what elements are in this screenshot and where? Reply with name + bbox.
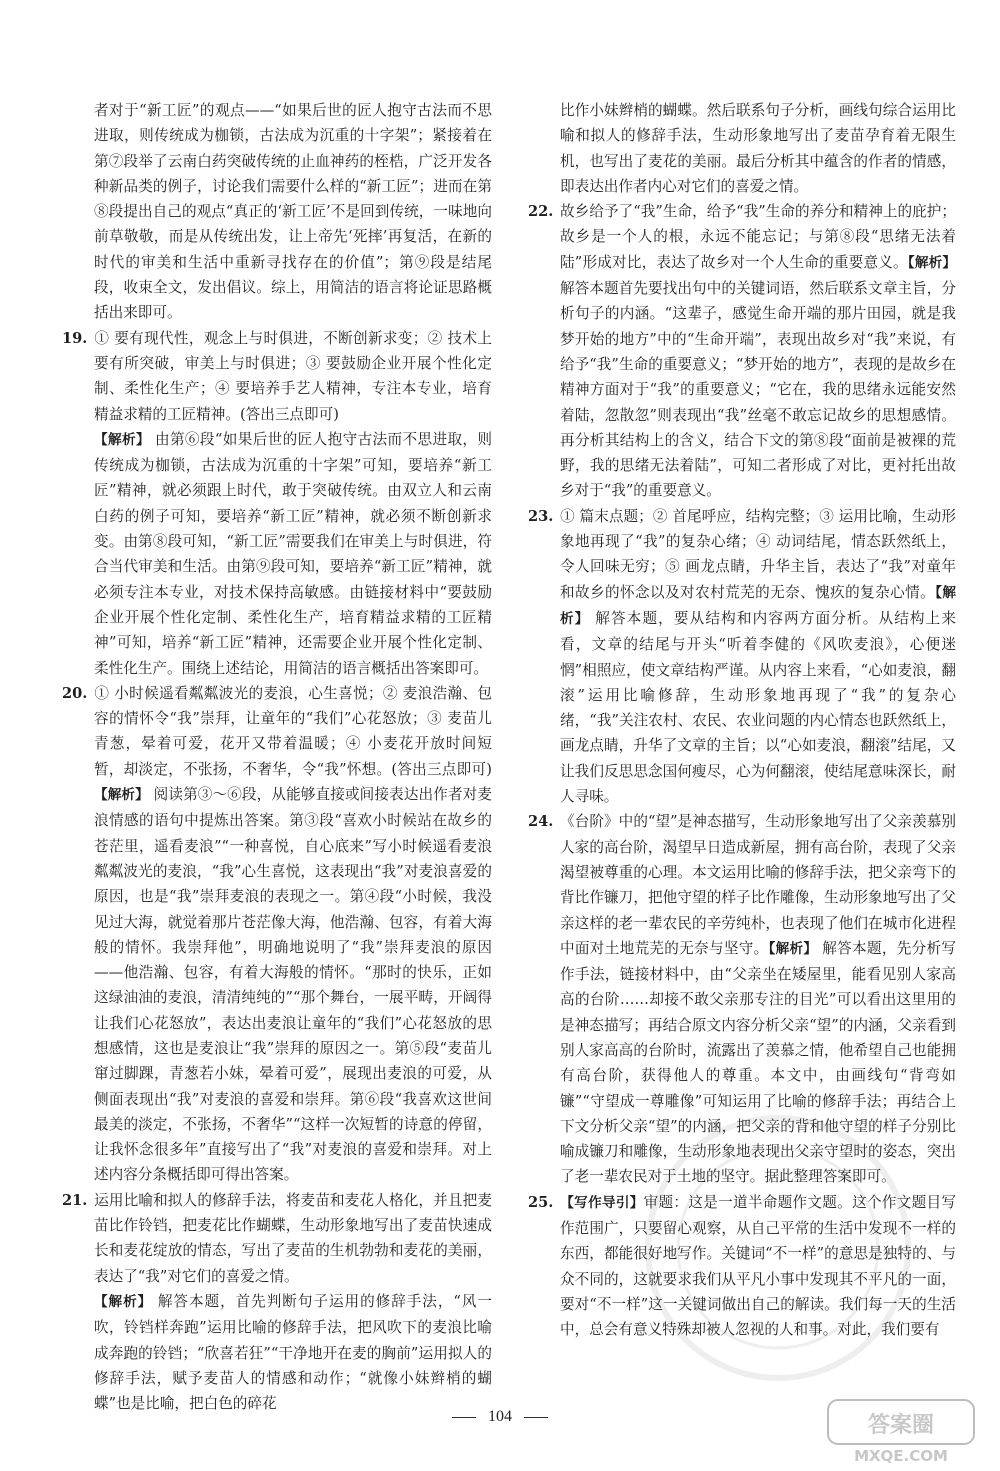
analysis-text: 阅读第③～⑥段，从能够直接或间接表达出作者对麦浪情感的语句中提炼出答案。第③段“喜欢小时候站在故乡的苍茫里，遥看麦浪”“一种喜悦，自心底来”写小时候遥看麦浪粼粼波光的麦浪，“我”心生喜悦，这表现出“我”对麦浪喜爱的原因，也是“我”崇拜麦浪的表现之一。第④段“小时候，我没见过大海，就觉着那片苍茫像大海，他浩瀚、包容，有着大海般的情怀。我崇拜他”，明确地说明了“我”崇拜麦浪的原因——他浩瀚、包容，有着大海般的情怀。“那时的快乐，正如这绿油油的麦浪，清清纯纯的”“那个舞台，一展平畴，开阔得让我们心花怒放”，表达出麦浪让童年的“我们”心花怒放的思想感情，这也是麦浪让“我”崇拜的原因之一。第⑤段“麦苗儿窜过脚踝，青葱若小妹，晕着可爱”，展现出麦浪的可爱，从侧面表现出“我”对麦浪的喜爱和崇拜。第⑥段“我喜欢这世间最美的淡定，不张扬，不奢华”“这样一次短暂的诗意的停留，让我怀念很多年”直接写出了“我”对麦浪的喜爱和崇拜。对上述内容分条概括即可得出答案。 bbox=[94, 786, 492, 1184]
writing-guide-tag: 【写作导引】 bbox=[560, 1194, 644, 1211]
analysis-text: 解答本题，要从结构和内容两方面分析。从结构上来看，文章的结尾与开头“听着李健的《风吹麦浪》，心便迷惘”相照应，使文章结构严谨。从内容上来看，“心如麦浪，翻滚”运用比喻修辞，生动形象地再现了“我”的复杂心绪，“我”关注农村、农民、农业问题的内心情态也跃然纸上，画龙点睛，升华了文章的主旨；以“心如麦浪，翻滚”结尾，又让我们反思思念国何瘦尽，心为何翻滚，使结尾意味深长，耐人寻味。 bbox=[560, 609, 956, 806]
answer-text: ① 小时候遥看粼粼波光的麦浪，心生喜悦；② 麦浪浩瀚、包容的情怀令“我”崇拜，让童年的“我们”心花怒放；③ 麦苗儿青葱，晕着可爱，花开又带着温暖；④ 小麦花开放时间短暂，却淡定，不张扬，不奢华，令“我”怀想。(答出三点即可) bbox=[94, 684, 492, 778]
answer-21 bbox=[62, 1188, 492, 1289]
analysis-tag: 【解析】 bbox=[907, 254, 956, 271]
analysis-text: 解答本题首先要找出句中的关键词语，然后联系文章主旨，分析句子的内涵。“这辈子，感觉生命开端的那片田园，就是我梦开始的地方”中的“生命开端”，表现出故乡对“我”来说，有给予“我”生命的重要意义；“梦开始的地方”，表现的是故乡在精神方面对于“我”的重要意义；“它在，我的思绪永远能安然着陆，忽散忽”则表现出“我”丝毫不敢忘记故乡的思想感情。再分析其结构上的含义，结合下文的第⑧段“面前是被裸的荒野，我的思绪无法着陆”，可知二者形成了对比，更衬托出故乡对于“我”的重要意义。 bbox=[560, 280, 956, 500]
answer-text: 运用比喻和拟人的修辞手法，将麦苗和麦花人格化，并且把麦苗比作铃铛，把麦花比作蝴蝶，生动形象地写出了麦苗快速成长和麦花绽放的情态，写出了麦苗的生机勃勃和麦花的美丽，表达了“我”对它们的喜爱之情。 bbox=[94, 1191, 492, 1285]
svg-text:答案圈: 答案圈 bbox=[867, 1413, 935, 1438]
left-column bbox=[62, 98, 492, 1416]
answer-23 bbox=[528, 504, 956, 810]
question-number: 21. bbox=[62, 1191, 88, 1209]
answer-24 bbox=[528, 809, 956, 1189]
question-number: 20. bbox=[62, 684, 88, 702]
analysis-text: 解答本题，首先判断句子运用的修辞手法，“风一吹，铃铛样奔跑”运用比喻的修辞手法，把风吹下的麦浪比喻成奔跑的铃铛；“欣喜若狂”“干净地开在麦的胸前”运用拟人的修辞手法，赋予麦苗人的情感和动作；“就像小妹辫梢的蝴蝶”也是比喻，把白色的碎花 bbox=[94, 1292, 492, 1413]
writing-guide-text: 审题：这是一道半命题作文题。这个作文题目写作范围广，只要留心观察，从自己平常的生活中发现不一样的东西，都能很好地写作。关键词“不一样”的意思是独特的、与众不同的，这就要求我们从平凡小事中发现其不平凡的一面，要对“不一样”这一关键词做出自己的解读。我们每一天的生活中，总会有意义特殊却被人忽视的人和事。对此，我们要有 bbox=[560, 1193, 956, 1339]
q18-analysis-continuation: 者对于“新工匠”的观点——“如果后世的匠人抱守古法而不思进取，则传统成为枷锁，古法成为沉重的十字架”；紧接着在第⑦段举了云南白药突破传统的止血神药的桎梏，广泛开发各种新品类的例子，讨论我们需要什么样的“新工匠”；进而在第⑧段提出自己的观点“真正的‘新工匠’不是回到传统，一味地向前草敬敬，而是从传统出发，让上帝先‘死摔’再复活，在新的时代的审美和生活中重新寻找存在的价值”；第⑨段是结尾段，收束全文，发出倡议。综上，用简洁的语言将论证思路概括出来即可。 bbox=[94, 102, 492, 322]
question-number: 22. bbox=[528, 203, 554, 221]
footer-dash-right bbox=[524, 1417, 548, 1418]
page-number: 104 bbox=[488, 1408, 512, 1425]
q21-analysis-continuation: 比作小妹辫梢的蝴蝶。然后联系句子分析，画线句综合运用比喻和拟人的修辞手法，生动形象地写出了麦苗孕育着无限生机，也写出了麦花的美丽。最后分析其中蕴含的作者的情感，即表达出作者内心对它们的喜爱之情。 bbox=[560, 102, 956, 195]
answer-22 bbox=[528, 199, 956, 504]
analysis-21 bbox=[62, 1289, 492, 1416]
answer-text: 故乡给予了“我”生命，给予“我”生命的养分和精神上的庇护；故乡是一个人的根，永远不能忘记；与第⑧段“思绪无法着陆”形成对比，表达了故乡对一个人生命的重要意义。 bbox=[560, 203, 956, 271]
question-number: 19. bbox=[62, 329, 88, 347]
answer-text: 《台阶》中的“望”是神态描写，生动形象地写出了父亲羡慕别人家的高台阶，渴望早日造成新屋，拥有高台阶，表现了父亲渴望被尊重的心理。本文运用比喻的修辞手法，把父亲弯下的背比作镰刀，把他守望的样子比作雕像，生动形象地写出了父亲这样的老一辈农民的辛劳纯朴，也表现了他们在城市化进程中面对土地荒芜的无奈与坚守。 bbox=[560, 813, 956, 957]
analysis-tag: 【解析】 bbox=[94, 787, 149, 804]
analysis-text: 由第⑥段“如果后世的匠人抱守古法而不思进取，则传统成为枷锁，古法成为沉重的十字架”可知，要培养“新工匠”精神，就必须跟上时代，敢于突破传统。由双立人和云南白药的例子可知，要培养“新工匠”精神，就必须不断创新求变。由第⑧段可知，“新工匠”需要我们在审美上与时俱进，符合当代审美和生活。由第⑨段可知，要培养“新工匠”精神，就必须专注本专业，对技术保持高敏感。由链接材料中“要鼓励企业开展个性化定制、柔性化生产，培育精益求精的工匠精神”可知，培养“新工匠”精神，还需要企业开展个性化定制、柔性化生产。围绕上述结论，用简洁的语言概括出答案即可。 bbox=[94, 430, 493, 677]
answer-25 bbox=[528, 1190, 956, 1343]
question-number: 25. bbox=[528, 1193, 554, 1211]
analysis-tag: 【解析】 bbox=[768, 940, 818, 957]
answer-19 bbox=[62, 326, 492, 427]
analysis-tag: 【解析】 bbox=[560, 584, 956, 627]
svg-text:MXQE.COM: MXQE.COM bbox=[854, 1447, 948, 1465]
answer-text: ① 篇末点题；② 首尾呼应，结构完整；③ 运用比喻，生动形象地再现了“我”的复杂心绪；④ 动词结尾，情态跃然纸上，令人回味无穷；⑤ 画龙点睛，升华主旨，表达了“我”对童年和故乡的怀念以及对农村荒芜的无奈、愧疚的复杂心情。 bbox=[560, 507, 956, 601]
question-number: 23. bbox=[528, 507, 554, 525]
analysis-19 bbox=[62, 427, 492, 681]
analysis-tag: 【解析】 bbox=[94, 431, 150, 448]
question-number: 24. bbox=[528, 813, 554, 831]
right-column bbox=[528, 98, 956, 1343]
answer-20 bbox=[62, 681, 492, 1188]
answer-text: ① 要有现代性，观念上与时俱进，不断创新求变；② 技术上要有所突破，审美上与时俱进；③ 要鼓励企业开展个性化定制、柔性化生产；④ 要培养手艺人精神，专注本专业，培育精益求精的工匠精神。(答出三点即可) bbox=[94, 329, 492, 423]
footer-dash-left bbox=[452, 1417, 476, 1418]
watermark-logo-icon bbox=[826, 1398, 976, 1466]
analysis-tag: 【解析】 bbox=[94, 1293, 153, 1310]
analysis-text: 解答本题，先分析写作手法，链接材料中，由“父亲坐在矮屋里，能看见别人家高高的台阶……却接不敢父亲那专注的目光”可以看出这里用的是神态描写；再结合原文内容分析父亲“望”的内涵，父亲看到别人家高高的台阶时，流露出了羡慕之情，他希望自己也能拥有高台阶，获得他人的尊重。本文中，由画线句“背弯如镰”“守望成一尊雕像”可知运用了比喻的修辞手法；再结合上下文分析父亲“望”的内涵，把父亲的背和他守望的样子分别比喻成镰刀和雕像，生动形象地表现出父亲守望时的姿态，突出了老一辈农民对于土地的坚守。据此整理答案即可。 bbox=[560, 939, 956, 1186]
